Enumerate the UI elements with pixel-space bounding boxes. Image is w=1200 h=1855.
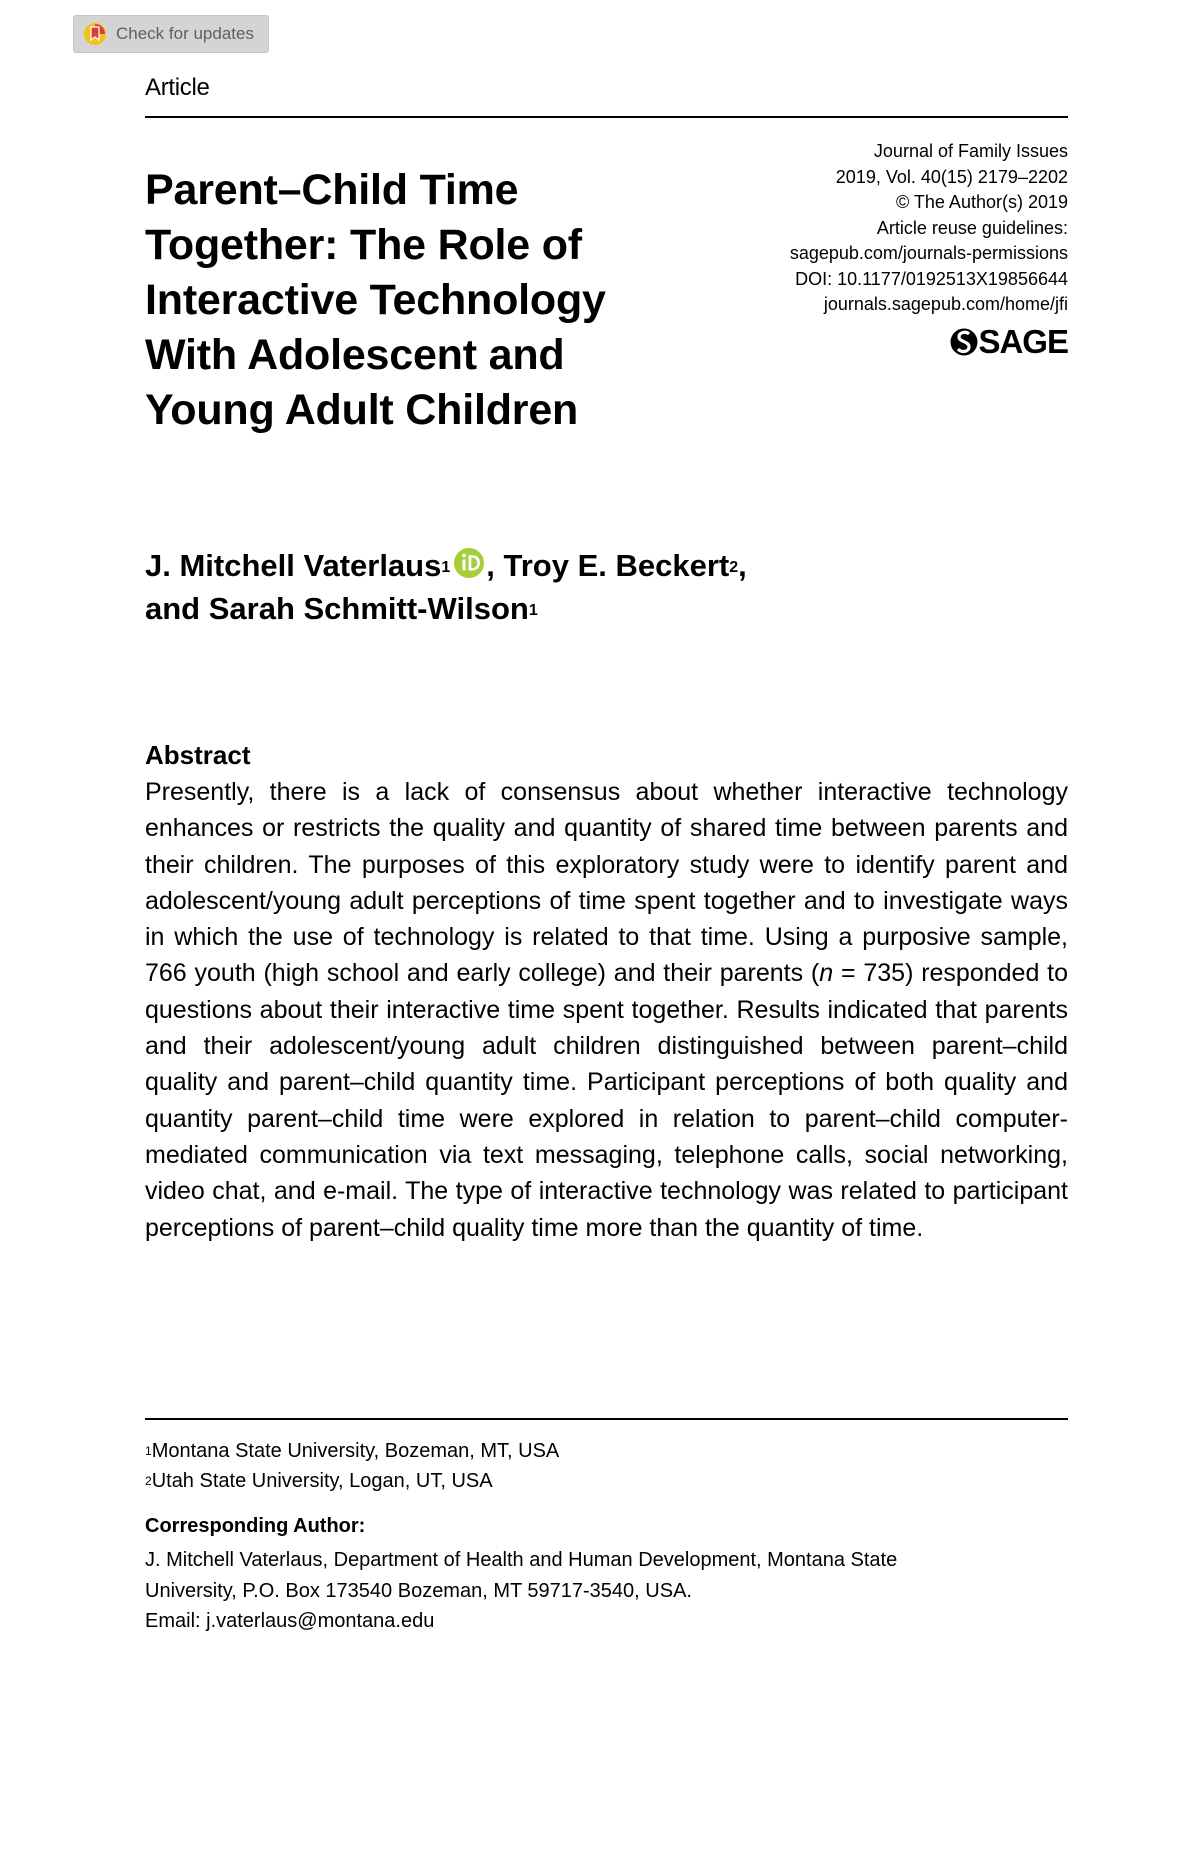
author-line-1 [145,544,1025,587]
check-for-updates-icon [82,21,108,47]
abstract-text-part: Presently, there is a lack of consensus about whether interactive technology enhances or restricts the quality and quantity of shared time between parents and their children. The purposes of this exploratory study were to identify parent and adolescent/young adult perceptions of time spent together and to investigate ways in which the use of technology is related to that time. Using a purposive sample, 766 youth (high school and early college) and their parents ( [145,778,1068,988]
abstract-text [145,774,1068,1246]
corresponding-email[interactable]: Email: j.vaterlaus@montana.edu [145,1610,435,1632]
title-line: Interactive Technology [145,276,606,324]
affiliation-marker: 2 [729,559,739,576]
title-line: Parent–Child Time [145,166,519,214]
author-name: J. Mitchell Vaterlaus [145,548,442,583]
affiliation-number: 1 [145,1444,152,1458]
journal-info [708,139,1068,318]
header-rule [145,116,1068,118]
affiliation-2 [145,1467,1045,1495]
corresponding-line: J. Mitchell Vaterlaus, Department of Health and Human Development, Montana State [145,1549,898,1571]
orcid-icon[interactable] [452,546,486,580]
title-line: Young Adult Children [145,386,579,434]
title-line: Together: The Role of [145,221,582,269]
abstract-heading: Abstract [145,740,251,770]
title-line: With Adolescent and [145,331,565,379]
check-for-updates-button[interactable] [73,15,269,53]
footnote-rule [145,1418,1068,1420]
article-title [145,163,705,438]
journal-name: Journal of Family Issues [873,141,1068,161]
author-line-2 [145,587,1025,630]
copyright: © The Author(s) 2019 [895,192,1068,212]
journal-volume: 2019, Vol. 40(15) 2179–2202 [835,166,1068,187]
corresponding-author-details [145,1545,1065,1637]
sage-mark-icon [950,325,978,359]
author-list [145,544,1025,630]
affiliation-text: Utah State University, Logan, UT, USA [151,1470,493,1492]
article-type-label: Article [145,74,210,101]
sage-logo [950,323,1068,361]
journal-home-link[interactable]: journals.sagepub.com/home/jfi [823,294,1068,314]
corresponding-author-heading: Corresponding Author: [145,1515,366,1537]
affiliation-marker: 1 [441,559,451,576]
permissions-link[interactable]: sagepub.com/journals-permissions [789,243,1068,263]
doi-link[interactable]: DOI: 10.1177/0192513X19856644 [795,268,1068,289]
corresponding-line: University, P.O. Box 173540 Bozeman, MT 59717-3540, USA. [145,1579,692,1602]
publisher-name: SAGE [978,323,1068,360]
author-name: Troy E. Beckert [503,548,730,583]
affiliation-number: 2 [145,1474,152,1488]
affiliation-text: Montana State University, Bozeman, MT, USA [151,1440,560,1462]
check-for-updates-label: Check for updates [116,24,254,43]
sample-size-symbol: n [819,959,834,988]
abstract-text-part: = 735) responded to questions about their interactive time spent together. Results indicated that parents and their adolescent/young adult children distinguished between parent–child quality and parent–child quantity time. Participant perceptions of both quality and quantity parent–child time were explored in relation to parent–child computer-mediated communication via text messaging, telephone calls, social networking, video chat, and e-mail. The type of interactive technology was related to participant perceptions of parent–child quality time more than the quantity of time. [145,959,1069,1242]
affiliation-1 [145,1437,1045,1465]
author-separator: , [738,548,747,583]
author-separator: , [486,548,495,583]
author-name: and Sarah Schmitt-Wilson [145,591,529,626]
affiliation-marker: 1 [528,602,538,619]
reuse-guidelines-label: Article reuse guidelines: [876,217,1068,238]
